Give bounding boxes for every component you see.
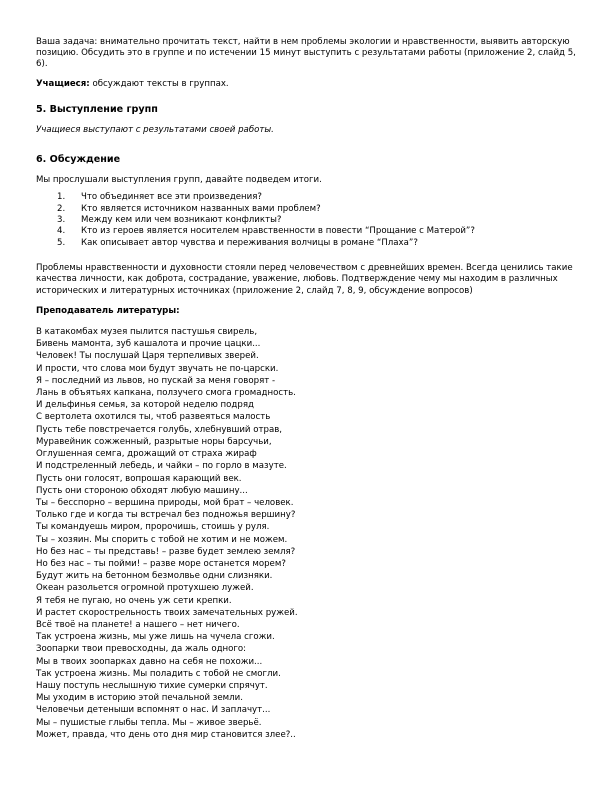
- poem-line: Мы уходим в историю этой печальной земли.: [36, 693, 243, 704]
- poem-line: Пусть тебе повстречается голубь, хлебнувший отрав,: [36, 424, 283, 435]
- poem-line: Ты – бесспорно – вершина природы, мой брат – человек.: [36, 497, 294, 508]
- poem-line: Я тебя не пугаю, но очень уж сети крепки.: [36, 595, 232, 606]
- task-paragraph: Ваша задача: внимательно прочитать текст, найти в нем проблемы экологии и нравственности, выявить авторскую позицию. Обсудить это в группе и по истечении 15 минут выступить с результатами работы (приложение 2, слайд 5, 6).: [36, 37, 576, 70]
- poem-line: Зоопарки твои превосходны, да жаль одного:: [36, 644, 247, 655]
- poem-line: Всё твоё на планете! а нашего – нет ничего.: [36, 619, 240, 630]
- poem-line: И подстреленный лебедь, и чайки – по горло в мазуте.: [36, 461, 287, 472]
- list-item-text: Между кем или чем возникают конфликты?: [81, 215, 282, 226]
- list-item-text: Как описывает автор чувства и переживания волчицы в романе “Плаха”?: [81, 237, 418, 248]
- poem-line: Ты – хозяин. Мы спорить с тобой не хотим и не можем.: [36, 534, 288, 545]
- list-item-text: Что объединяет все эти произведения?: [81, 192, 262, 203]
- list-item-number: 3.: [57, 215, 66, 226]
- discussion-intro: Мы прослушали выступления групп, давайте подведем итоги.: [36, 175, 322, 186]
- list-item: [36, 226, 581, 237]
- teacher-label: Преподаватель литературы:: [36, 305, 180, 316]
- poem-line: Но без нас – ты представь! – разве будет землею земля?: [36, 546, 296, 557]
- poem-line: Пусть они голосят, вопрошая карающий век.: [36, 473, 242, 484]
- list-item-number: 5.: [57, 237, 66, 248]
- list-item: [36, 238, 581, 249]
- poem-line: С вертолета охотился ты, чтоб развеяться малость: [36, 412, 271, 423]
- poem-line: Человечьи детеныши вспомнят о нас. И заплачут...: [36, 705, 271, 716]
- list-item: [36, 192, 581, 203]
- summary-paragraph: Проблемы нравственности и духовности стояли перед человечеством с древнейших времен. Всегда ценились такие качества личности, как доброта, сострадание, уважение, любовь. Подтверждение чему мы находим в различных исторических и литературных источниках (приложение 2, слайд 7, 8, 9, обсуждение вопросов): [36, 263, 573, 296]
- list-item-number: 1.: [57, 192, 66, 203]
- poem: [36, 326, 581, 741]
- poem-line: Оглушенная семга, дрожащий от страха жираф: [36, 449, 257, 460]
- discussion-questions-list: [36, 192, 581, 249]
- students-activity: [36, 79, 581, 90]
- poem-line: Пусть они стороною обходят любую машину...: [36, 485, 248, 496]
- poem-line: Может, правда, что день ото дня мир становится злее?..: [36, 729, 296, 740]
- list-item-number: 4.: [57, 226, 66, 237]
- poem-line: Мы в твоих зоопарках давно на себя не похожи...: [36, 656, 263, 667]
- list-item-number: 2.: [57, 203, 66, 214]
- poem-line: В катакомбах музея пылится пастушья свирель,: [36, 327, 258, 338]
- poem-line: Будут жить на бетонном безмолвье одни слизняки.: [36, 571, 273, 582]
- poem-line: Так устроена жизнь, мы уже лишь на чучела сгожи.: [36, 632, 275, 643]
- poem-line: Человек! Ты послушай Царя терпеливых зверей.: [36, 351, 259, 362]
- poem-line: И прости, что слова мои будут звучать не по-царски.: [36, 363, 279, 374]
- poem-line: Ты командуешь миром, пророчишь, стоишь у руля.: [36, 522, 270, 533]
- poem-line: Я – последний из львов, но пускай за меня говорят -: [36, 375, 276, 386]
- poem-line: Но без нас – ты пойми! – разве море останется морем?: [36, 558, 286, 569]
- poem-line: Только где и когда ты встречал без подножья вершину?: [36, 510, 296, 521]
- list-item-text: Кто из героев является носителем нравственности в повести “Прощание с Матерой”?: [81, 226, 475, 237]
- list-item: [36, 215, 581, 226]
- poem-line: И растет скорострельность твоих замечательных ружей.: [36, 607, 298, 618]
- poem-line: И дельфинья семья, за которой неделю подряд: [36, 400, 254, 411]
- poem-line: Так устроена жизнь. Мы поладить с тобой не смогли.: [36, 668, 281, 679]
- students-text: обсуждают тексты в группах.: [89, 78, 229, 89]
- poem-line: Мы – пушистые глыбы тепла. Мы – живое зверьё.: [36, 717, 262, 728]
- section-6-heading: 6. Обсуждение: [36, 154, 121, 166]
- poem-line: Океан разольется огромной протухшею лужей.: [36, 583, 254, 594]
- poem-line: Лань в объятьях капкана, ползучего смога громадность.: [36, 388, 296, 399]
- section-5-heading: 5. Выступление групп: [36, 103, 158, 115]
- list-item-text: Кто является источником названных вами проблем?: [81, 203, 321, 214]
- document-page: [36, 37, 581, 741]
- poem-line: Бивень мамонта, зуб кашалота и прочие цацки...: [36, 339, 261, 350]
- poem-line: Муравейник сожженный, разрытые норы барсучьи,: [36, 436, 272, 447]
- section-5-text: Учащиеся выступают с результатами своей работы.: [36, 124, 274, 135]
- poem-line: Нашу поступь неслышную тихие сумерки спрячут.: [36, 680, 268, 691]
- list-item: [36, 204, 581, 215]
- students-label: Учащиеся:: [36, 78, 90, 89]
